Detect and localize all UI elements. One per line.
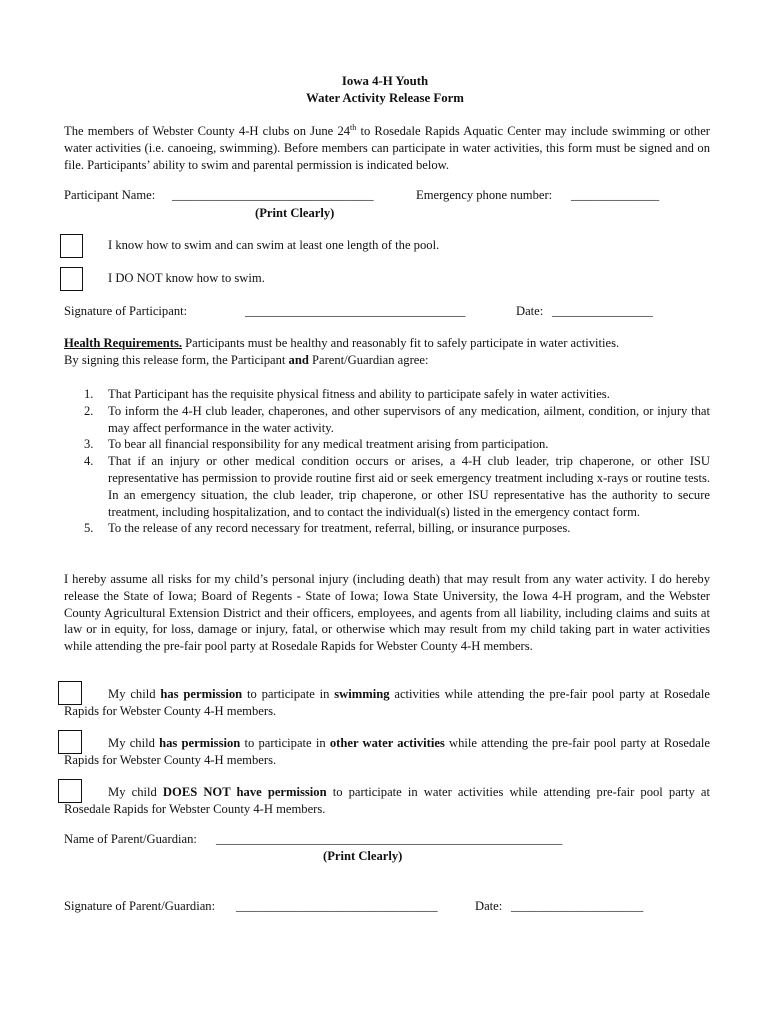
participant-name-label: Participant Name:: [64, 188, 156, 202]
parent-print-clearly-note: (Print Clearly): [323, 849, 403, 863]
list-item: 3. To bear all financial responsibility for any medical treatment arising from participation.: [84, 437, 549, 452]
list-item: 1. That Participant has the requisite physical fitness and ability to participate safely in water activities.: [84, 387, 610, 401]
form-title-line2: Water Activity Release Form: [306, 91, 464, 105]
form-title-line1: Iowa 4-H Youth: [341, 74, 429, 88]
list-item: 5. To the release of any record necessary for treatment, referral, billing, or insurance purposes.: [84, 521, 571, 536]
permission-other-water-text: My child has permission to participate in other water activities while attending the pre-fair pool party at Rosedale Rapids for Webster County 4-H members.: [64, 736, 710, 767]
health-list: [64, 386, 710, 537]
participant-signature-field[interactable]: ___________________________________: [245, 304, 466, 318]
release-paragraph: I hereby assume all risks for my child’s personal injury (including death) that may result from any water activity. I do hereby release the State of Iowa; Board of Regents - State of Iowa; Iowa State University, the Iowa 4-H program, and the Webster County Agricultural Extension District and their officers, employees, and agents from all liability, including claims and suits at law or in equity, for loss, damage or injury, fatal, or otherwise which may result from my child taking part in water activities while attending the pre-fair pool party at Rosedale Rapids for Webster County 4-H members.: [64, 572, 710, 654]
participant-signature-label: Signature of Participant:: [64, 304, 188, 318]
parent-date-label: Date:: [475, 899, 503, 913]
swim-yes-label: I know how to swim and can swim at least one length of the pool.: [108, 238, 440, 252]
intro-paragraph: The members of Webster County 4-H clubs on June 24th to Rosedale Rapids Aquatic Center may include swimming or other water activities (i.e. canoeing, swimming). Before members can participate in water activities, this form must be signed and on file. Participants’ ability to swim and parental permission is indicated below.: [64, 122, 710, 172]
print-clearly-note: (Print Clearly): [255, 206, 335, 220]
swim-yes-checkbox[interactable]: [60, 234, 83, 258]
health-agree: By signing this release form, the Participant and Parent/Guardian agree:: [64, 353, 429, 367]
participant-date-label: Date:: [516, 304, 544, 318]
permission-denied-text: My child DOES NOT have permission to participate in water activities while attending pre-fair pool party at Rosedale Rapids for Webster County 4-H members.: [64, 785, 710, 816]
permission-swimming-text: My child has permission to participate in swimming activities while attending the pre-fair pool party at Rosedale Rapids for Webster County 4-H members.: [64, 687, 710, 718]
participant-date-field[interactable]: ________________: [552, 304, 653, 318]
parent-name-label: Name of Parent/Guardian:: [64, 832, 197, 846]
health-intro: Health Requirements. Participants must be healthy and reasonably fit to safely participate in water activities.: [64, 336, 620, 350]
health-heading: Health Requirements.: [64, 336, 182, 350]
participant-name-field[interactable]: ________________________________: [172, 188, 374, 202]
parent-signature-label: Signature of Parent/Guardian:: [64, 899, 216, 913]
emergency-phone-field[interactable]: ______________: [571, 188, 660, 202]
emergency-phone-label: Emergency phone number:: [416, 188, 553, 202]
swim-no-label: I DO NOT know how to swim.: [108, 271, 265, 285]
parent-date-field[interactable]: _____________________: [511, 899, 644, 913]
list-item: 4. That if an injury or other medical condition occurs or arises, a 4-H club leader, trip chaperone, or other ISU representative has permission to provide routine first aid or seek emergency treatment including x-rays or routine tests. In an emergency situation, the club leader, trip chaperone, or other ISU representative has the authority to secure treatment, including hospitalization, and to contact the individual(s) listed in the emergency contact form.: [84, 454, 710, 519]
list-item: 2. To inform the 4-H club leader, chaperones, and other supervisors of any medication, ailment, condition, or injury that may affect performance in the water activity.: [84, 403, 710, 435]
parent-name-field[interactable]: _______________________________________________________: [216, 832, 563, 846]
swim-no-checkbox[interactable]: [60, 267, 83, 291]
parent-signature-field[interactable]: ________________________________: [236, 899, 438, 913]
